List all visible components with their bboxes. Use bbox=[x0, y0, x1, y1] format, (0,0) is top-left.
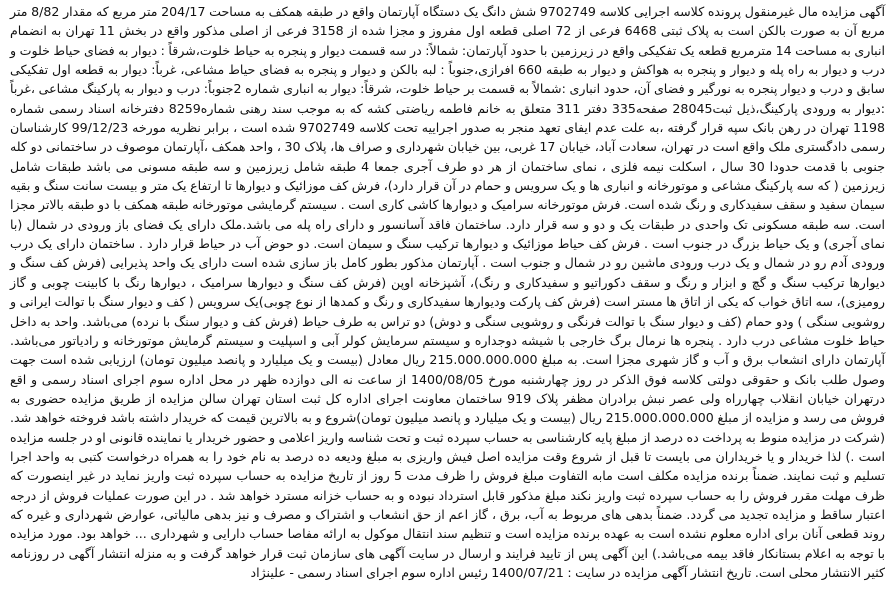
notice-body: آگهی مزایده مال غیرمنقول پرونده کلاسه اجرایی کلاسه 9702749 شش دانگ یک دستگاه آپارتمان واقع در طبقه همکف به مساحت 204/17 متر مربع که مقدار 8/82 متر مربع آن به صورت بالکن است به پلاک ثبتی 6468 فرعی از 72 اصلی قطعه اول مفروز و مجزا شده از 3158 فرعی از اصلی مذکور واقع در بخش 11 تهران به انضمام انباری به مساحت 14 مترمربع قطعه یک تفکیکی واقع در زیرزمین با حدود آپارتمان: شمالاً: در سه قسمت دیوار و پنجره به حیاط خلوت،شرقاً : دیوار به فضای حیاط خلوت و درب و دیوار به راه پله و دیوار و پنجره به هواکش و دیوار به طبقه 660 افرازی،جنوباً : لبه بالکن و دیوار و پنجره به فضای حیاط مشاعی، غرباً: دیوار به قطعه اول تفکیکی سابق و درب و دیوار پنجره به نورگیر و فضای آن، حدود انباری :شمالاً به قسمت بر حیاط خلوت، شرقاً: دیوار به انباری شماره 2جنوباً: درب و دیوار به پارکینگ مشاعی ،غرباً :دیوار به ورودی پارکینگ،ذیل ثبت28045 صفحه335 دفتر 311 متعلق به خانم فاطمه ریاضتی کشه که به موجب سند رهنی شماره8259 دفترخانه اسناد رسمی شماره 1198 تهران در رهن بانک سپه قرار گرفته ،به علت عدم ایفای تعهد منجر به صدور اجراییه تحت کلاسه 9702749 شده است ، برابر نظریه مورخه 99/12/23 کارشناسان رسمی دادگستری ملک واقع است در تهران، سعادت آباد، خیابان 17 غربی، بین خیابان شهرداری و صراف ها، پلاک 30 ، واحد همکف ،آپارتمان موصوف در ساختمانی دو کله جنوبی با قدمت حدودا 30 سال ، اسکلت نیمه فلزی ، نمای ساختمان از هر دو طرف آجری جمعا 4 طبقه شامل زیرزمین و سه طبقه مسونی می باشد طبقات شامل زیرزمین ( که سه پارکینگ مشاعی و موتورخانه و انباری ها و یک سرویس و حمام در آن قرار دارد)، فرش کف موزائیک و دیوارها تا ارتفاع یک متر و بیست سانت سنگ و بقیه سیمان سفید و سقف سفیدکاری و رنگ شده است. فرش موتورخانه سرامیک و دیوارها کاشی کاری است . سیستم گرمایشی موتورخانه طبقه همکف با دو طبقه بالاتر مجزا است. سه طبقه مسکونی تک واحدی در طبقات یک و دو و سه قرار دارد. ساختمان فاقد آسانسور و دارای راه پله می باشد.ملک دارای یک فضای باز ورودی در شمال (با نمای آجری) و یک حیاط بزرگ در جنوب است . فرش کف حیاط موزائیک و دیوارها ترکیب سنگ و سیمان است. دو حوض آب در حیاط قرار دارد . ساختمان دارای یک درب ورودی آدم رو در شمال و یک درب ورودی ماشین رو در شمال و جنوب است . آپارتمان مذکور بطور کامل باز سازی شده است دارای یک واحد پذیرایی (فرش کف سنگ و دیوارها ترکیب سنگ و گچ و ابزار و رنگ و سقف دکوراتیو و سفیدکاری و رنگ)، آشپزخانه اوپن (فرش کف سنگ و دیوارها سرامیک ، دیوارها رنگ با کابینت چوبی و گاز رومیزی)، سه اتاق خواب که یکی از اتاق ها مستر است (فرش کف پارکت ودیوارها سفیدکاری و رنگ و کمدها از نوع چوبی)یک سرویس ( کف و دیوار سنگ با توالت ایرانی و روشویی سنگی ) ودو حمام (کف و دیوار سنگ با توالت فرنگی و روشویی سنگی و دوش) دو تراس به طرف حیاط (فرش کف و دیوار سنگ با نرده) می‌باشد. واحد به داخل حیاط خلوت مشاعی درب دارد . پنجره ها نرمال برگ خارجی با شیشه دوجداره و سیستم سرمایش کولر آبی و اسپلیت و سیستم گرمایش موتورخانه و رادیاتور می‌باشد. آپارتمان دارای انشعاب برق و آب و گاز شهری مجزا است. به مبلغ 215.000.000.000 ریال معادل (بیست و یک میلیارد و پانصد میلیون تومان) ارزیابی شده است جهت وصول طلب بانک و حقوقی دولتی کلاسه فوق الذکر در روز چهارشنبه مورخ 1400/08/05 از ساعت نه الی دوازده ظهر در محل اداره سوم اجرای اسناد رسمی و اقع درتهران خیابان انقلاب چهارراه ولی عصر نبش برادران مظفر پلاک 919 ساختمان معاونت اجرای اداره کل ثبت استان تهران سالن مزایده از طریق مزایده حضوری به فروش می رسد و مزایده از مبلغ 215.000.000.000 ریال (بیست و یک میلیارد و پانصد میلیون تومان)شروع و به بالاترین قیمت که خریدار داشته باشد فروخته خواهد شد. (شرکت در مزایده منوط به پرداخت ده درصد از مبلغ پایه کارشناسی به حساب سپرده ثبت و تحت شناسه واریز اعلامی و حضور خریدار یا نماینده قانونی او در جلسه مزایده است .) لذا خریدار و یا خریداران می بایست تا قبل از شروع وقت مزایده اصل فیش واریزی به مبلغ ودیعه ده درصد به نام خود را به همراه درخواست کتبی به واحد اجرا تسلیم و ثبت نمایند. ضمناً برنده مزایده مکلف است مابه التفاوت مبلغ فروش را ظرف مدت 5 روز از تاریخ مزایده به حساب سپرده ثبت واریز نماید در غیر اینصورت که ظرف مهلت مقرر فروش را به حساب سپرده ثبت واریز نکند مبلغ مذکور قابل استرداد نبوده و به حساب خزانه مسترد خواهد شد . در این صورت عملیات فروش از درجه اعتبار ساقط و مزایده تجدید می گردد. ضمناً بدهی های مربوط به آب، برق ، گاز اعم از حق انشعاب و اشتراک و مصرف و نیز بدهی مالیاتی، عوارض شهرداری و غیره که روند قطعی آنان برای اداره معلوم نشده است به عهده برنده مزایده است و تنظیم سند انتقال موکول به ارائه مفاصا حساب دارایی و شهرداری ... خواهد بود. مورد مزایده با توجه به اعلام بستانکار فاقد بیمه می‌باشد.) این آگهی پس از تایید فرایند و ارسال در سایت آگهی های سازمان ثبت قرار خواهد گرفت و به منزله انتشار آگهی در روزنامه کثیر الانتشار محلی است. تاریخ انتشار آگهی مزایده در سایت : 1400/07/21 رئیس اداره سوم اجرای اسناد رسمی - علینژاد bbox=[10, 4, 886, 580]
